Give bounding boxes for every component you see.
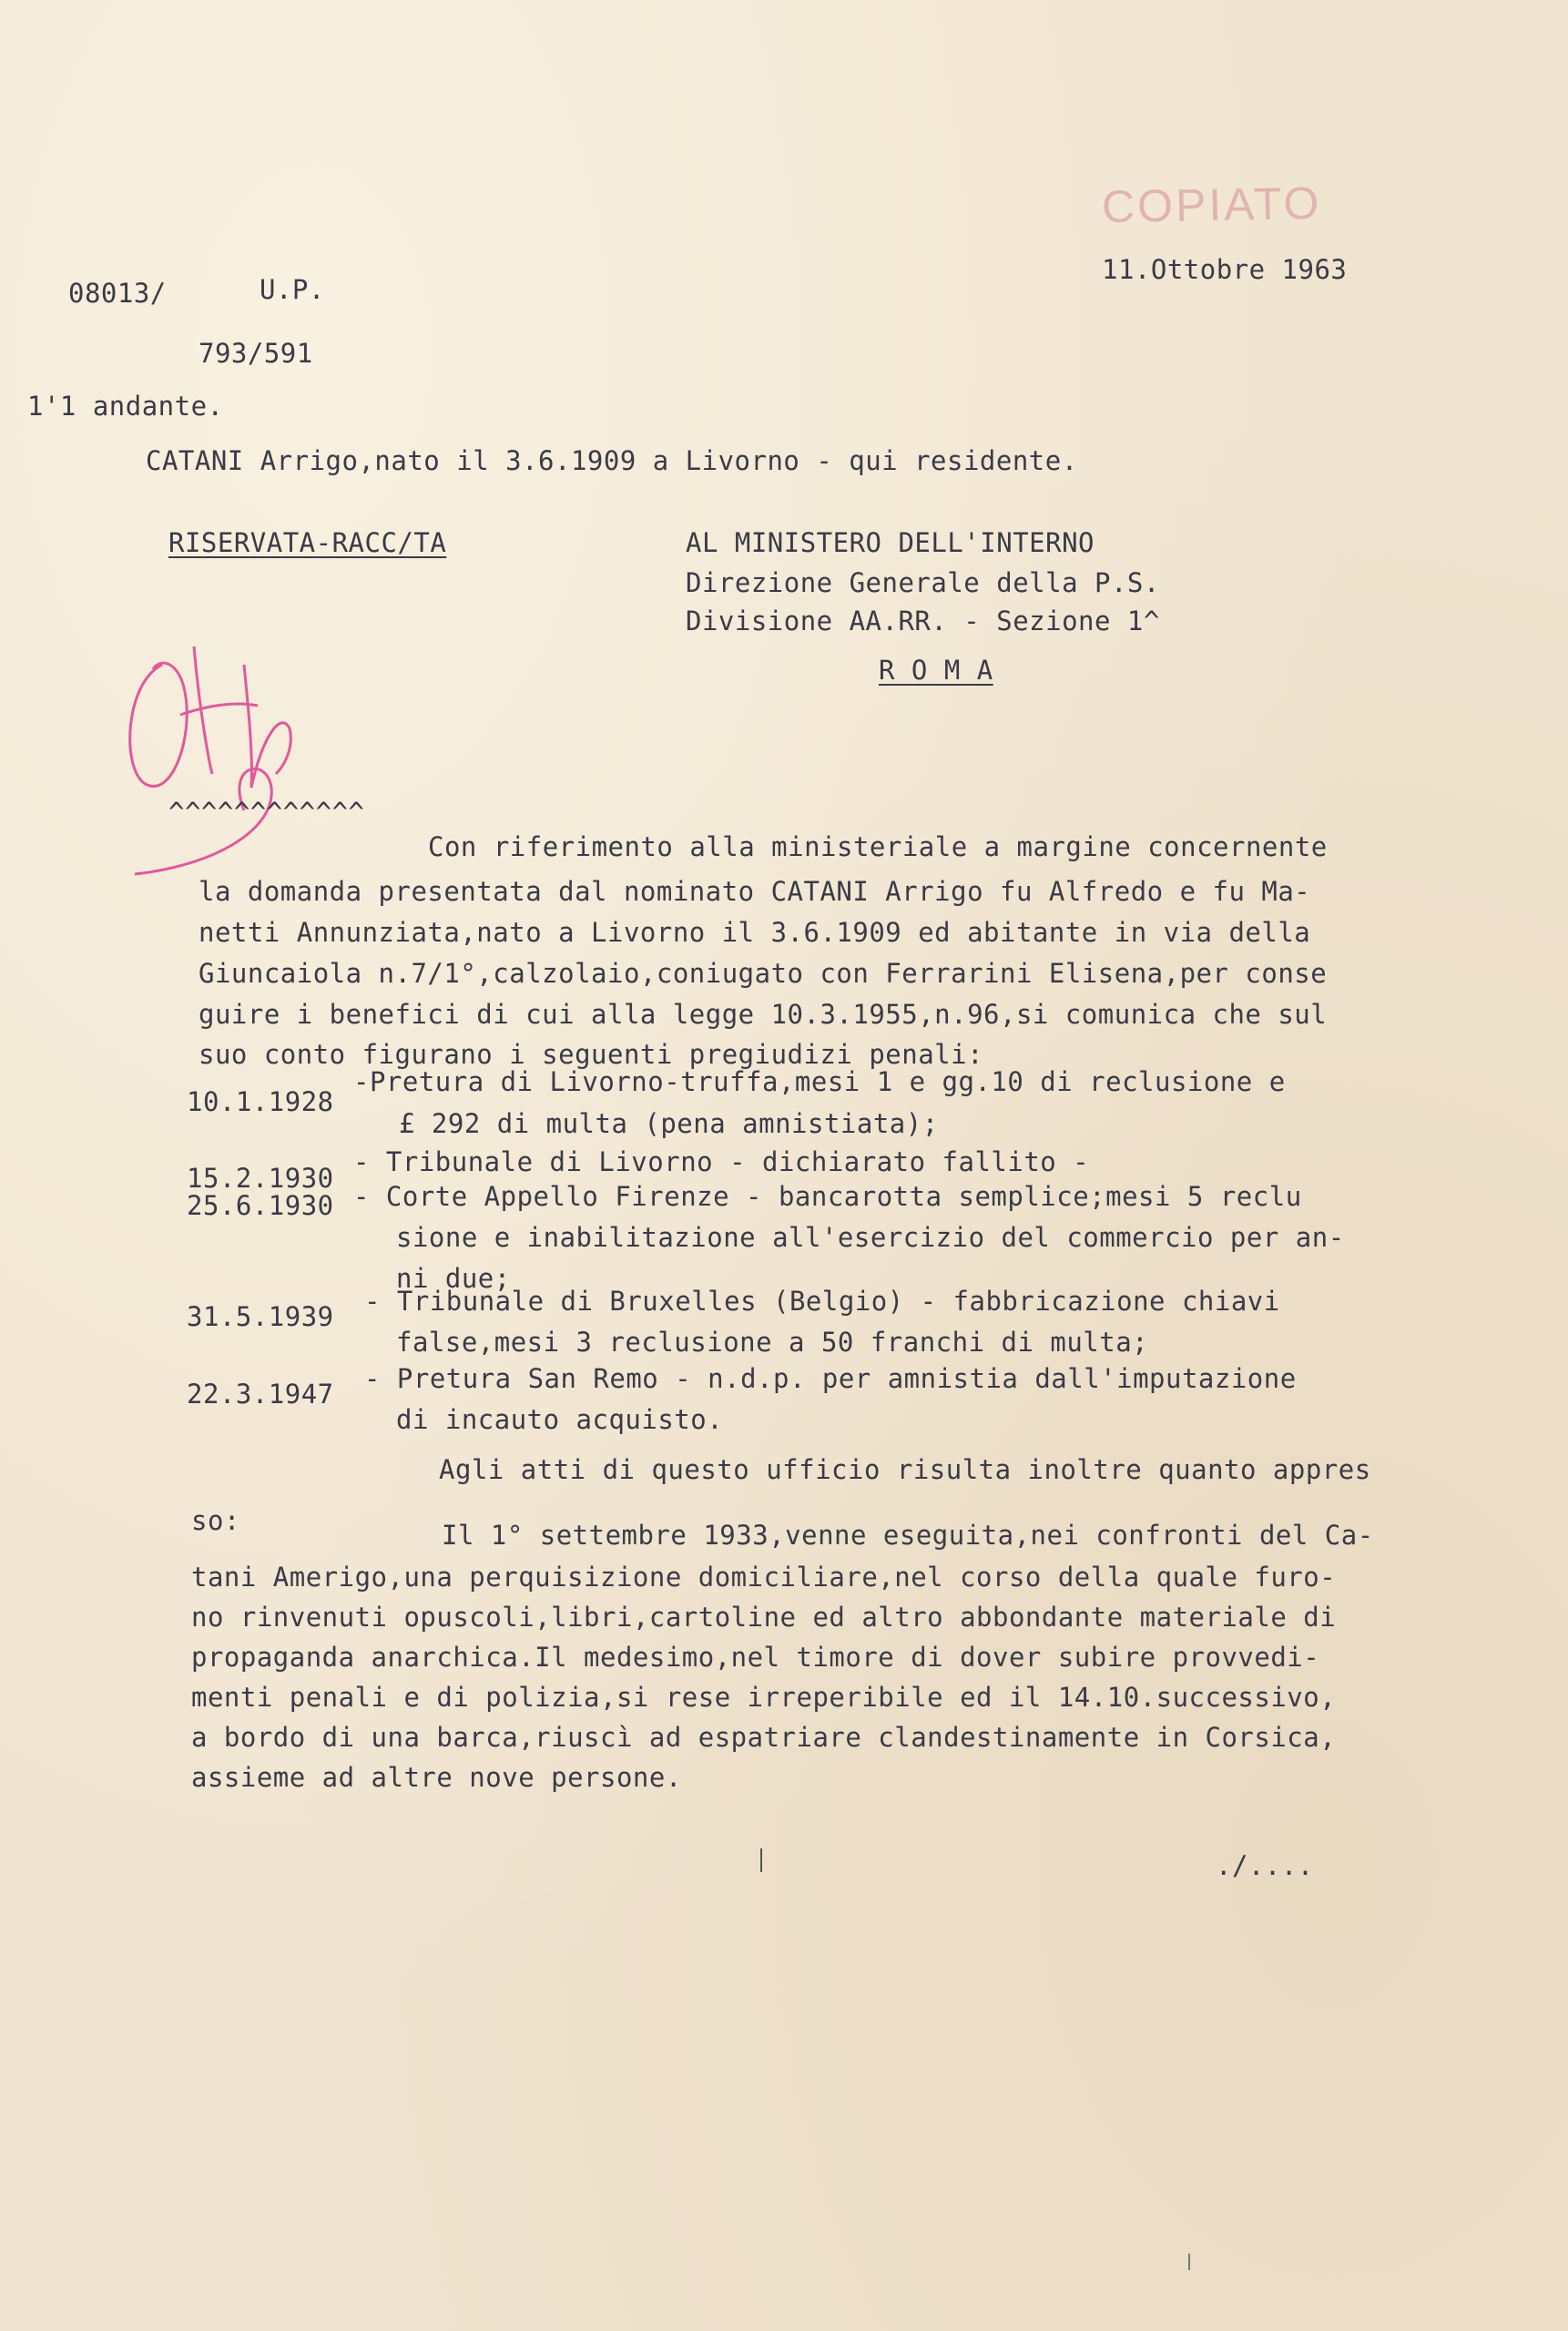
reference-date: 1'1 andante.: [27, 391, 224, 422]
protocol-number: 08013/: [68, 278, 167, 309]
intro-line-1: Con riferimento alla ministeriale a margine concernente: [428, 831, 1328, 862]
continuation-mark: ./....: [1216, 1850, 1314, 1881]
record-text: false,mesi 3 reclusione a 50 franchi di multa;: [396, 1327, 1149, 1358]
paragraph-line-1: Il 1° settembre 1933,venne eseguita,nei confronti del Ca-: [442, 1520, 1374, 1551]
record-text: £ 292 di multa (pena amnistiata);: [399, 1108, 939, 1139]
classification-label: RISERVATA-RACC/TA: [168, 527, 447, 558]
record-text: - Corte Appello Firenze - bancarotta semplice;mesi 5 reclu: [353, 1181, 1302, 1212]
paragraph-line-4: propaganda anarchica.Il medesimo,nel timore di dover subire provvedi-: [191, 1642, 1320, 1673]
record-text: -Pretura di Livorno-truffa,mesi 1 e gg.10 di reclusione e: [353, 1066, 1286, 1097]
document-date: 11.Ottobre 1963: [1102, 254, 1348, 285]
record-date: 22.3.1947: [187, 1379, 334, 1410]
subject-line: CATANI Arrigo,nato il 3.6.1909 a Livorno - qui residente.: [146, 445, 1078, 476]
intro-line-2: la domanda presentata dal nominato CATANI Arrigo fu Alfredo e fu Ma-: [199, 876, 1311, 907]
office-code: U.P.: [260, 274, 325, 305]
recipient-line-3: Divisione AA.RR. - Sezione 1^: [686, 606, 1160, 636]
record-text: ni due;: [396, 1263, 511, 1294]
intro-line-6: suo conto figurano i seguenti pregiudizi penali:: [199, 1039, 984, 1070]
paragraph-line-3: no rinvenuti opuscoli,libri,cartoline ed altro abbondante materiale di: [191, 1602, 1337, 1633]
recipient-line-1: AL MINISTERO DELL'INTERNO: [686, 527, 1095, 558]
paper-mark: [1188, 2254, 1190, 2270]
bleed-through-text: [983, 127, 1513, 151]
record-text: di incauto acquisto.: [396, 1404, 724, 1435]
intro-line-3: netti Annunziata,nato a Livorno il 3.6.1909 ed abitante in via della: [199, 917, 1311, 948]
paragraph-line-7: assieme ad altre nove persone.: [191, 1762, 682, 1793]
record-date: 31.5.1939: [187, 1301, 334, 1332]
recipient-line-2: Direzione Generale della P.S.: [686, 567, 1160, 598]
handwritten-initials: [107, 628, 344, 892]
intro-line-4: Giuncaiola n.7/1°,calzolaio,coniugato con Ferrarini Elisena,per conse: [199, 958, 1328, 989]
record-date: 25.6.1930: [187, 1190, 334, 1221]
paragraph-line-5: menti penali e di polizia,si rese irreperibile ed il 14.10.successivo,: [191, 1682, 1337, 1713]
copiato-stamp: COPIATO: [1101, 177, 1322, 233]
record-date: 15.2.1930: [187, 1163, 334, 1194]
paper-mark: [760, 1848, 762, 1872]
paragraph-line-6: a bordo di una barca,riuscì ad espatriare clandestinamente in Corsica,: [191, 1722, 1337, 1753]
record-text: - Tribunale di Bruxelles (Belgio) - fabbricazione chiavi: [364, 1286, 1280, 1317]
further-line-1: Agli atti di questo ufficio risulta inoltre quanto appres: [439, 1454, 1371, 1485]
record-text: - Pretura San Remo - n.d.p. per amnistia dall'imputazione: [364, 1363, 1297, 1394]
intro-line-5: guire i benefici di cui alla legge 10.3.1955,n.96,si comunica che sul: [199, 999, 1328, 1030]
further-line-2: so:: [191, 1505, 240, 1536]
record-text: sione e inabilitazione all'esercizio del commercio per an-: [396, 1222, 1345, 1253]
record-text: - Tribunale di Livorno - dichiarato fallito -: [353, 1146, 1090, 1177]
recipient-city: R O M A: [879, 655, 993, 686]
separator-line: ^^^^^^^^^^^^: [168, 797, 365, 828]
reference-number: 793/591: [199, 338, 313, 369]
paragraph-line-2: tani Amerigo,una perquisizione domiciliare,nel corso della quale furo-: [191, 1562, 1337, 1593]
record-date: 10.1.1928: [187, 1086, 334, 1117]
